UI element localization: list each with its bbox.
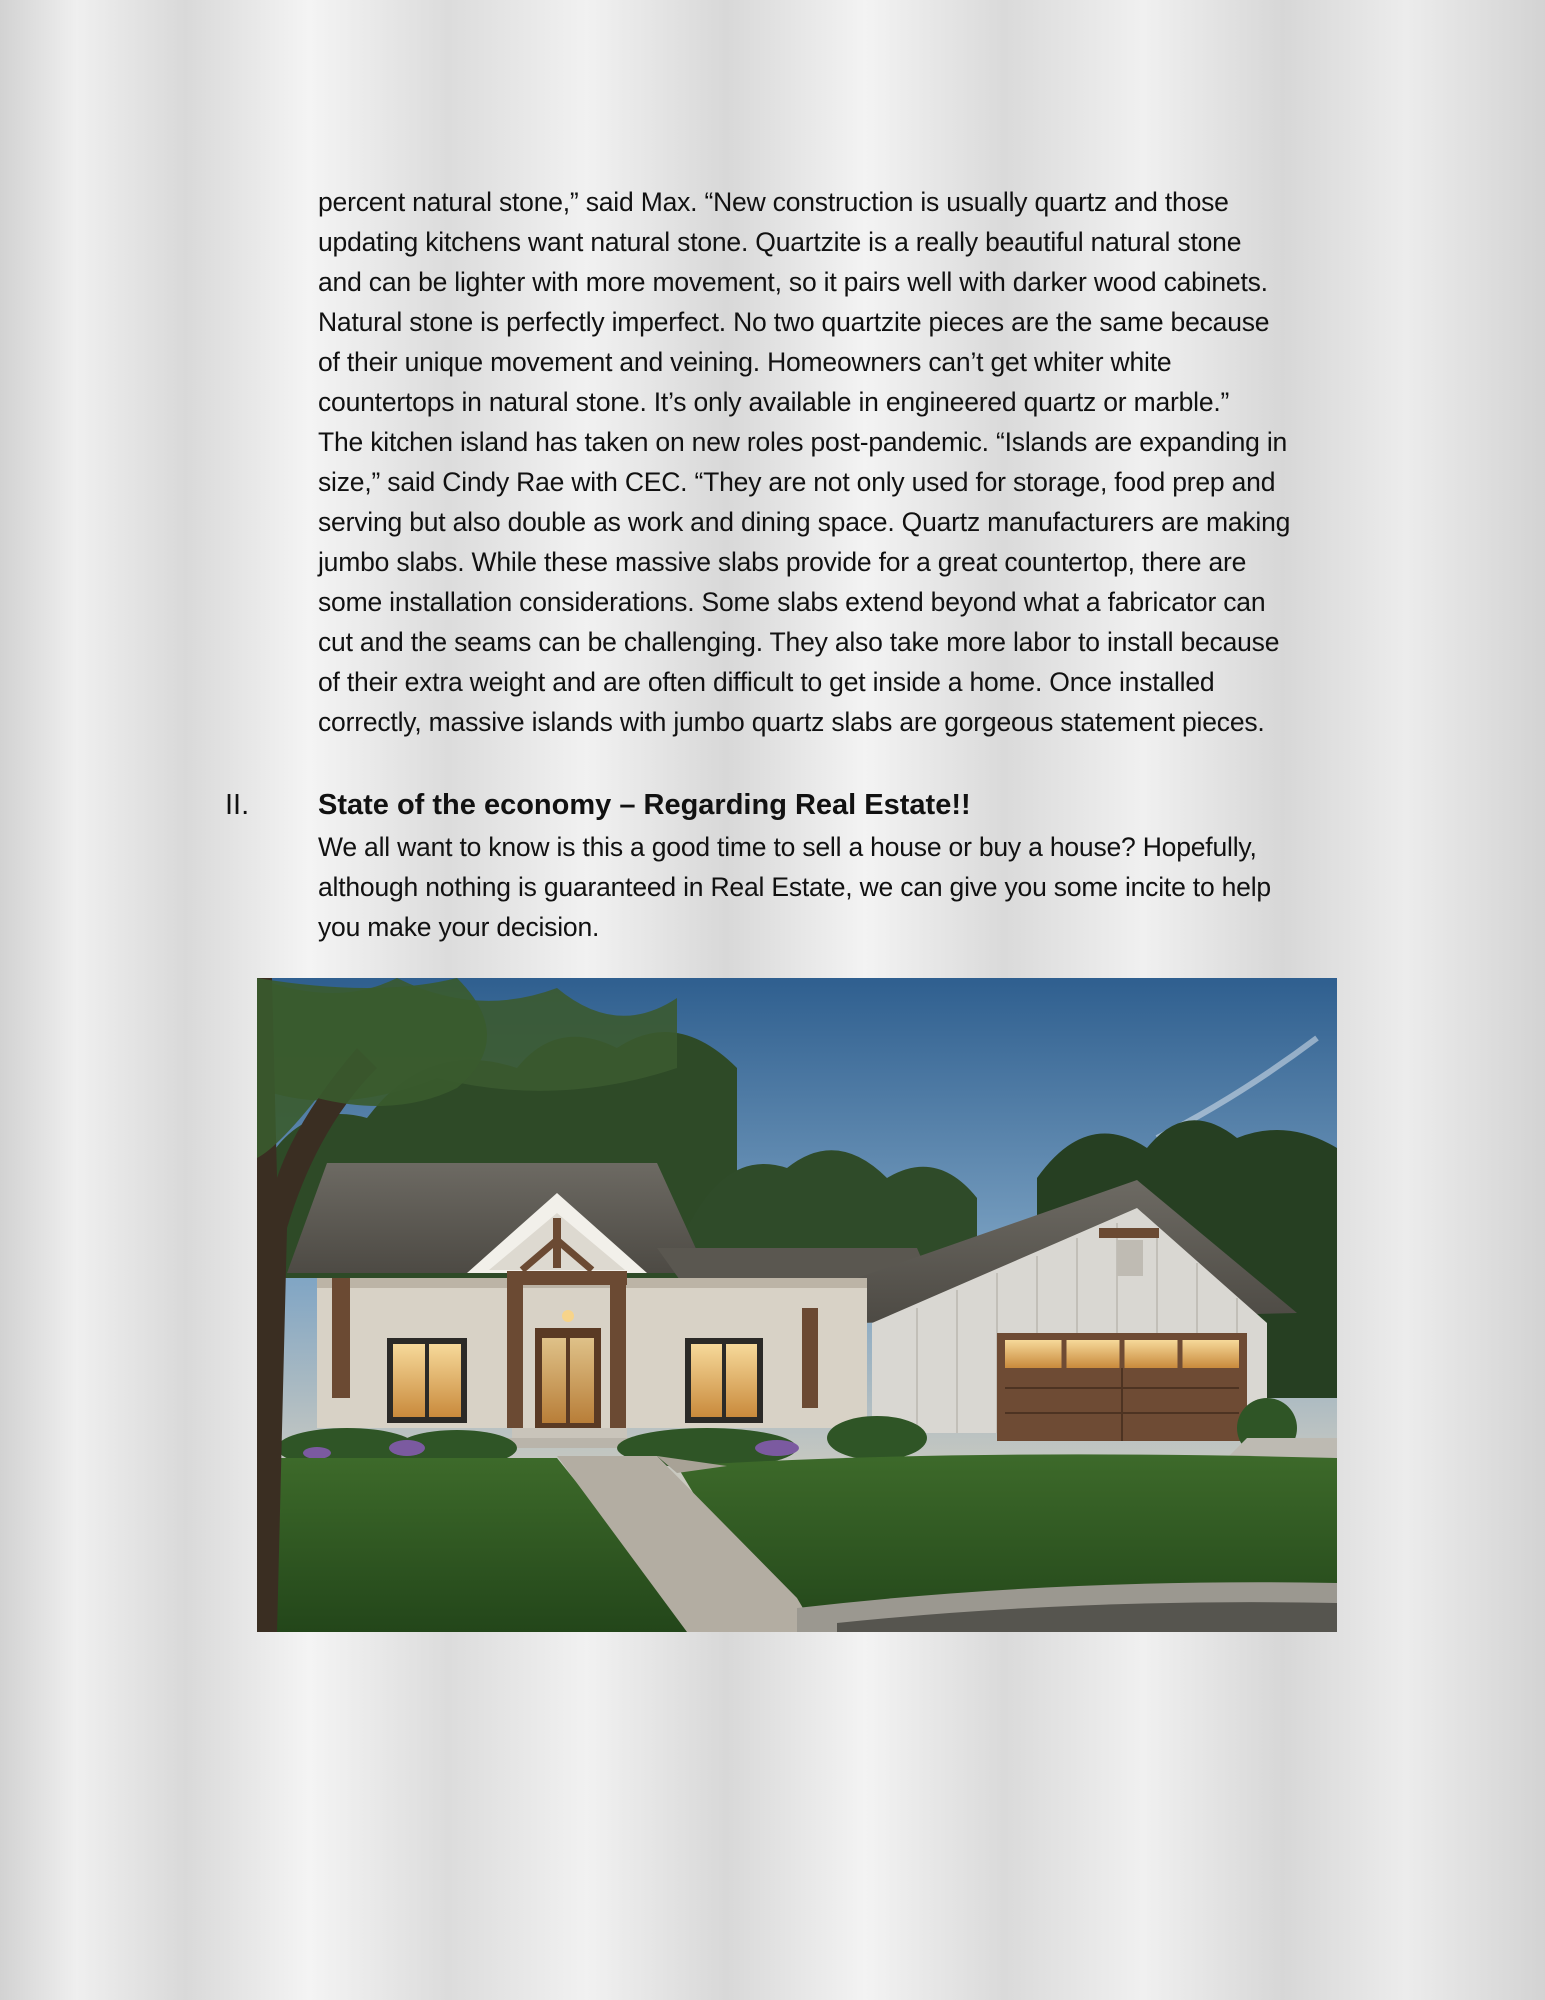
paragraph-line: Natural stone is perfectly imperfect. No two quartzite pieces are the same because (318, 307, 1270, 337)
paragraph-line: jumbo slabs. While these massive slabs provide for a great countertop, there are (318, 547, 1247, 577)
paragraph-line: correctly, massive islands with jumbo quartz slabs are gorgeous statement pieces. (318, 707, 1265, 737)
section-body-line: We all want to know is this a good time to sell a house or buy a house? Hopefully, (318, 832, 1257, 862)
paragraph-line: of their extra weight and are often difficult to get inside a home. Once installed (318, 667, 1215, 697)
paragraph-line: some installation considerations. Some slabs extend beyond what a fabricator can (318, 587, 1266, 617)
paragraph-line: and can be lighter with more movement, so it pairs well with darker wood cabinets. (318, 267, 1268, 297)
house-photo (257, 978, 1337, 1632)
section-heading: State of the economy – Regarding Real Estate!! (318, 789, 971, 821)
section-body (318, 827, 1358, 947)
section-body-line: although nothing is guaranteed in Real Estate, we can give you some incite to help (318, 872, 1271, 902)
paragraph-line: updating kitchens want natural stone. Quartzite is a really beautiful natural stone (318, 227, 1242, 257)
section-numeral: II. (225, 789, 250, 821)
paragraph-line: countertops in natural stone. It’s only available in engineered quartz or marble.” (318, 387, 1230, 417)
paragraph-line: of their unique movement and veining. Homeowners can’t get whiter white (318, 347, 1172, 377)
paragraph-line: size,” said Cindy Rae with CEC. “They are not only used for storage, food prep and (318, 467, 1276, 497)
paragraph-line: percent natural stone,” said Max. “New construction is usually quartz and those (318, 187, 1229, 217)
paragraph-line: serving but also double as work and dining space. Quartz manufacturers are making (318, 507, 1291, 537)
paragraph-line: cut and the seams can be challenging. They also take more labor to install because (318, 627, 1280, 657)
paragraph-line: The kitchen island has taken on new roles post-pandemic. “Islands are expanding in (318, 427, 1288, 457)
section-body-line: you make your decision. (318, 912, 600, 942)
continued-paragraph (318, 182, 1358, 742)
